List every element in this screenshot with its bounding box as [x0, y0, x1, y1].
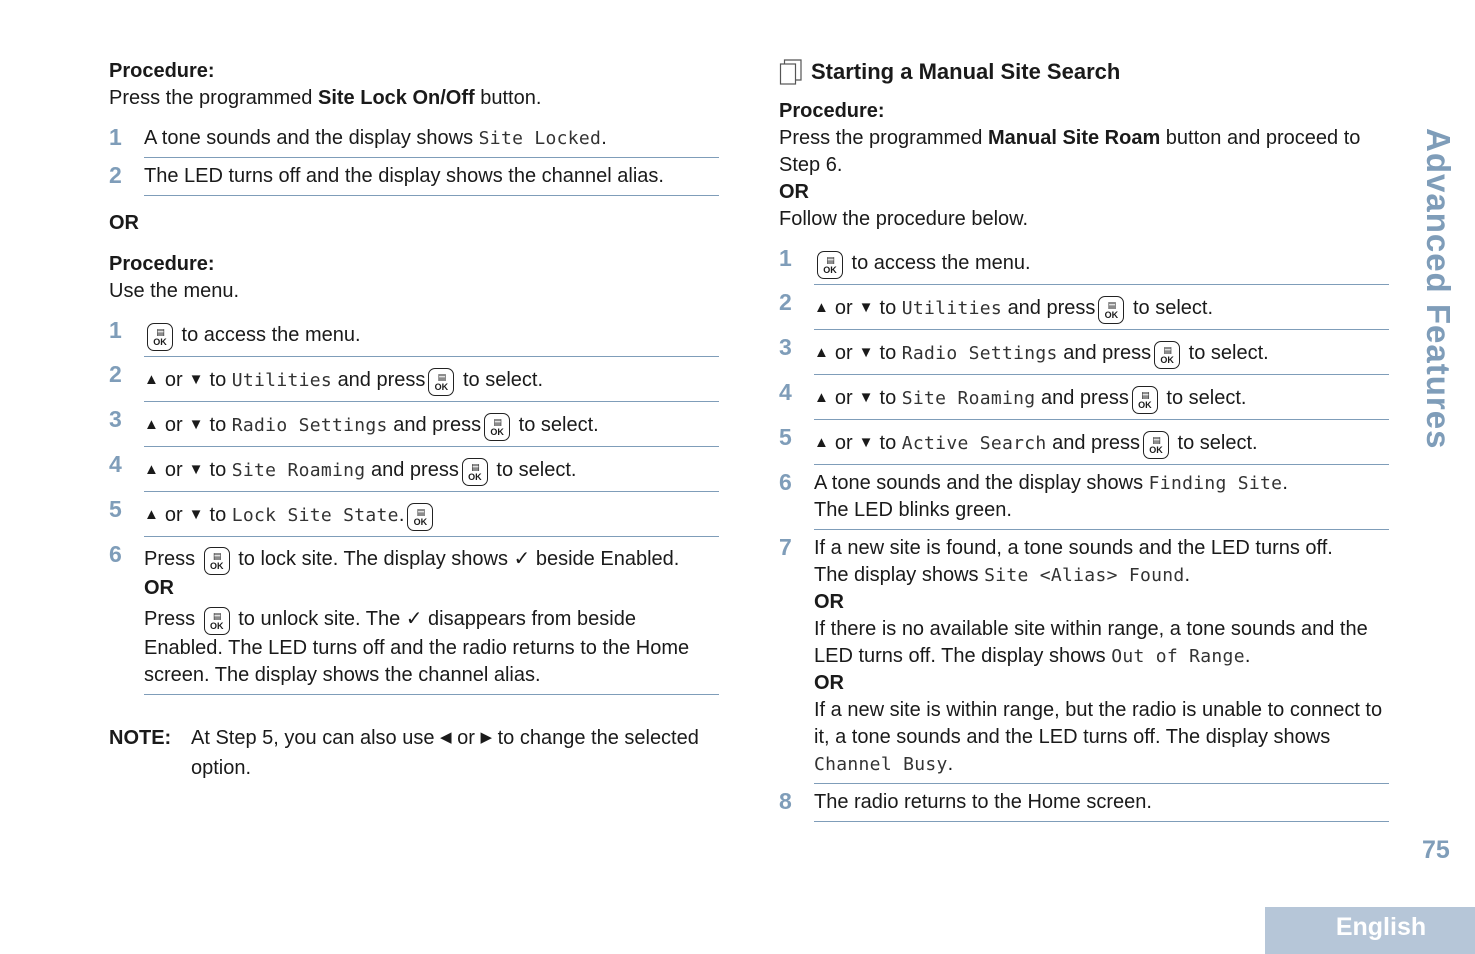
step-text	[144, 537, 719, 695]
text: and press	[337, 369, 426, 391]
or-separator: OR	[109, 212, 139, 234]
down-arrow-icon: ▼	[188, 371, 204, 388]
step-text	[144, 492, 719, 537]
text: to select.	[1132, 297, 1214, 319]
text: or	[451, 727, 481, 749]
step-line	[814, 562, 1389, 589]
step-list	[779, 241, 1389, 822]
step-line	[814, 697, 1389, 778]
left-column	[109, 58, 719, 783]
step-line: The LED blinks green.	[814, 499, 1012, 521]
step-number: 3	[109, 406, 122, 432]
up-arrow-icon: ▲	[814, 389, 829, 406]
ok-key-icon: ▤ OK	[462, 458, 488, 486]
up-arrow-icon: ▲	[144, 506, 159, 523]
step-number: 1	[779, 245, 792, 271]
or-separator: OR	[814, 591, 844, 613]
ok-key-icon: ▤ OK	[817, 251, 843, 279]
down-arrow-icon: ▼	[188, 461, 204, 478]
down-arrow-icon: ▼	[858, 344, 874, 361]
ok-key-icon: ▤ OK	[428, 368, 454, 396]
note-label: NOTE:	[109, 727, 172, 749]
ok-key-icon: ▤ OK	[407, 503, 433, 531]
up-arrow-icon: ▲	[144, 371, 159, 388]
step-number: 1	[109, 124, 122, 150]
section-title: Starting a Manual Site Search	[811, 59, 1121, 84]
step-item	[779, 465, 1389, 530]
step-text	[144, 402, 719, 447]
step-item	[109, 158, 719, 196]
right-column	[779, 58, 1389, 822]
up-arrow-icon: ▲	[814, 344, 829, 361]
display-text: Finding Site	[1148, 473, 1283, 494]
down-arrow-icon: ▼	[858, 434, 874, 451]
text: or	[164, 504, 183, 526]
step-item	[779, 784, 1389, 822]
text: to access the menu.	[846, 252, 1031, 274]
or-separator: OR	[144, 577, 174, 599]
ok-key-icon: ▤ OK	[1143, 431, 1169, 459]
left-arrow-icon: ◀	[440, 729, 452, 746]
display-text: Channel Busy	[814, 754, 948, 775]
text: Press	[144, 548, 201, 570]
text: and press	[1063, 342, 1152, 364]
text: to	[879, 432, 897, 454]
text: or	[834, 342, 853, 364]
text: and press	[393, 414, 482, 436]
step-number: 2	[779, 289, 792, 315]
ok-key-icon: ▤ OK	[1132, 386, 1158, 414]
follow-text: Follow the procedure below.	[779, 208, 1029, 230]
text: .	[1244, 645, 1251, 667]
step-number: 1	[109, 317, 122, 343]
step-text	[814, 285, 1389, 330]
intro-text: Press the programmed	[109, 87, 318, 109]
language-tab: English	[1265, 907, 1475, 954]
text: and press	[1052, 432, 1140, 454]
step-line	[814, 616, 1389, 670]
step-number: 2	[109, 361, 122, 387]
step-text	[144, 447, 719, 492]
step-text	[814, 241, 1389, 285]
procedure-intro	[779, 125, 1389, 179]
text: or	[164, 414, 183, 436]
text: to select.	[1188, 342, 1269, 364]
text: to select.	[1177, 432, 1258, 454]
text: .	[398, 504, 405, 526]
ok-key-icon: ▤ OK	[147, 323, 173, 351]
step-number: 2	[109, 162, 122, 188]
ok-key-icon: ▤ OK	[1098, 296, 1124, 324]
right-arrow-icon: ▶	[480, 729, 493, 746]
display-text: Site <Alias> Found	[984, 565, 1185, 586]
ok-key-icon: ▤ OK	[204, 607, 230, 635]
text: to lock site. The display shows ✓ beside Enabled.	[232, 548, 680, 570]
section-heading	[779, 58, 1389, 86]
procedure-intro	[109, 85, 719, 112]
menu-item-text: Site Roaming	[231, 460, 366, 481]
down-arrow-icon: ▼	[188, 416, 204, 433]
down-arrow-icon: ▼	[858, 389, 874, 406]
step-number: 4	[109, 451, 122, 477]
menu-item-text: Radio Settings	[231, 415, 388, 436]
step-text	[814, 420, 1389, 465]
step-line	[144, 546, 719, 575]
chapter-side-title: Advanced Features	[1420, 128, 1457, 450]
step-item	[109, 402, 719, 447]
text: or	[164, 369, 183, 391]
step-list	[109, 313, 719, 695]
step-text	[144, 313, 719, 357]
text: and press	[1007, 297, 1096, 319]
step-text	[814, 375, 1389, 420]
text: .	[601, 127, 607, 149]
menu-item-text: Utilities	[901, 298, 1002, 319]
step-text	[814, 530, 1389, 784]
page-number: 75	[1422, 836, 1450, 864]
ok-key-icon: ▤ OK	[484, 413, 510, 441]
text: The display shows	[814, 564, 985, 586]
document-icon	[779, 58, 803, 86]
text: .	[1184, 564, 1191, 586]
step-text	[144, 357, 719, 402]
text: to select.	[518, 414, 599, 436]
display-text: Site Locked	[478, 128, 602, 149]
text: to	[879, 342, 897, 364]
step-number: 8	[779, 788, 792, 814]
text: Press the programmed	[779, 127, 988, 149]
step-line	[814, 470, 1389, 497]
step-item	[109, 537, 719, 695]
step-line: If a new site is found, a tone sounds and the LED turns off.	[814, 537, 1333, 559]
step-number: 6	[779, 469, 792, 495]
procedure-label: Procedure:	[109, 253, 215, 275]
text: to	[879, 387, 897, 409]
step-item	[109, 357, 719, 402]
text: to	[209, 504, 227, 526]
menu-item-text: Utilities	[231, 370, 332, 391]
step-item	[779, 530, 1389, 784]
procedure-label: Procedure:	[779, 100, 885, 122]
step-number: 4	[779, 379, 792, 405]
menu-item-text: Lock Site State	[231, 505, 399, 526]
up-arrow-icon: ▲	[814, 299, 829, 316]
step-item	[109, 447, 719, 492]
step-list	[109, 120, 719, 196]
note	[109, 723, 719, 783]
text: to select.	[462, 369, 544, 391]
text: Press	[144, 608, 201, 630]
text: and press	[1040, 387, 1129, 409]
ok-key-icon: ▤ OK	[1154, 341, 1180, 369]
up-arrow-icon: ▲	[814, 434, 829, 451]
procedure-label: Procedure:	[109, 60, 215, 82]
text: .	[947, 753, 954, 775]
step-number: 5	[109, 496, 122, 522]
or-separator: OR	[779, 181, 809, 203]
text: to	[879, 297, 897, 319]
intro-text: button.	[474, 87, 542, 109]
step-text	[144, 120, 719, 158]
display-text: Out of Range	[1111, 646, 1245, 667]
text: to	[209, 459, 227, 481]
text: to unlock site. The ✓ disappears from beside Enabled. The LED turns off and the radio returns to the Home screen. The display shows the channel alias.	[144, 608, 690, 686]
text: .	[1282, 472, 1288, 494]
text: to	[209, 414, 227, 436]
step-text	[814, 465, 1389, 530]
step-text: The radio returns to the Home screen.	[814, 784, 1389, 822]
step-number: 3	[779, 334, 792, 360]
step-item	[779, 420, 1389, 465]
button-name: Manual Site Roam	[987, 127, 1161, 149]
text: or	[834, 432, 853, 454]
menu-item-text: Active Search	[901, 433, 1047, 454]
text: to change the selected option.	[191, 727, 699, 779]
down-arrow-icon: ▼	[858, 299, 874, 316]
up-arrow-icon: ▲	[144, 461, 159, 478]
text: button and proceed to Step 6.	[779, 127, 1361, 176]
step-item	[109, 120, 719, 158]
button-name: Site Lock On/Off	[317, 87, 475, 109]
step-number: 6	[109, 541, 122, 567]
text: or	[834, 387, 853, 409]
up-arrow-icon: ▲	[144, 416, 159, 433]
step-item	[779, 285, 1389, 330]
step-item	[109, 492, 719, 537]
step-item	[779, 375, 1389, 420]
procedure-intro: Use the menu.	[109, 280, 240, 302]
text: If there is no available site within range, a tone sounds and the LED turns off. The display shows	[814, 618, 1368, 667]
step-text	[814, 330, 1389, 375]
text: At Step 5, you can also use	[191, 727, 441, 749]
step-number: 7	[779, 534, 792, 560]
step-number: 5	[779, 424, 792, 450]
or-separator: OR	[814, 672, 844, 694]
text: A tone sounds and the display shows	[144, 127, 479, 149]
text: to access the menu.	[176, 324, 361, 346]
text: to select.	[496, 459, 577, 481]
step-item	[779, 241, 1389, 285]
text: to	[209, 369, 227, 391]
ok-key-icon: ▤ OK	[204, 547, 230, 575]
menu-item-text: Site Roaming	[901, 388, 1036, 409]
down-arrow-icon: ▼	[188, 506, 204, 523]
step-line	[144, 606, 719, 689]
text: or	[834, 297, 853, 319]
text: to select.	[1166, 387, 1247, 409]
step-item	[109, 313, 719, 357]
step-text: The LED turns off and the display shows the channel alias.	[144, 158, 719, 196]
menu-item-text: Radio Settings	[901, 343, 1058, 364]
text: or	[164, 459, 183, 481]
text: and press	[370, 459, 459, 481]
step-item	[779, 330, 1389, 375]
text: A tone sounds and the display shows	[814, 472, 1149, 494]
note-text	[191, 723, 719, 783]
text: If a new site is within range, but the radio is unable to connect to it, a tone sounds and the LED turns off. The display shows	[814, 699, 1383, 748]
